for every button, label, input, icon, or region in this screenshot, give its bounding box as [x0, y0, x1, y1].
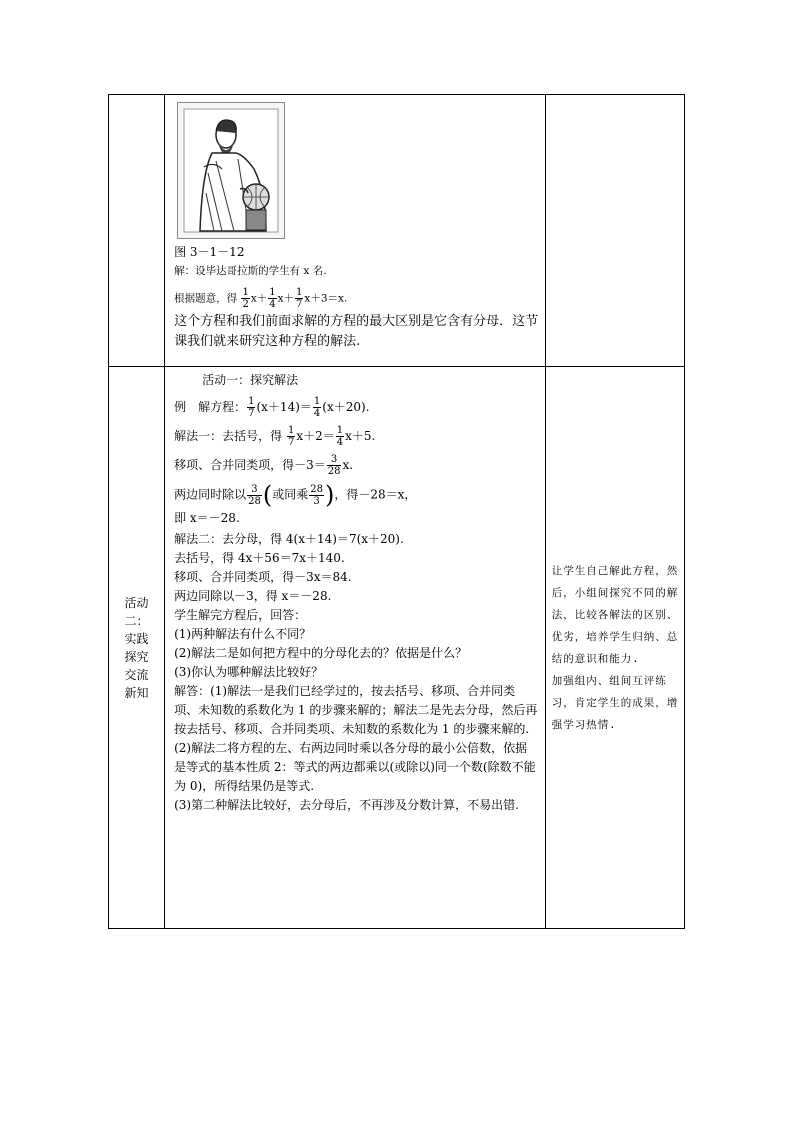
stage-line: 活动 — [124, 595, 149, 610]
question-line: (3)你认为哪种解法比较好？ — [174, 665, 324, 679]
stage-line: 新知 — [124, 685, 149, 700]
fraction-quarter: $\frac{1}{4}$ — [269, 287, 276, 310]
intro-equation: 根据题意，得 $\frac{1}{2}$ x＋ $\frac{1}{4}$ x＋ $\frac{1}{7}$ x＋3＝x. — [174, 287, 348, 310]
method2-line: 两边同除以－3，得 x＝－28. — [174, 589, 332, 603]
activity-content-cell — [165, 367, 546, 929]
teaching-note: 加强组内、组间互评练习，肯定学生的成果，增强学习热情. — [551, 674, 679, 731]
answer-paragraph: 解答：(1)解法一是我们已经学过的，按去括号、移项、合并同类项、未知数的系数化为 1 的步骤来解的；解法二是先去分母，然后再按去括号、移项、合并同类项、未知数的系数化为 1 的步骤来解的. — [174, 684, 538, 736]
activity-row — [109, 367, 685, 929]
stage-line: 实践 — [124, 631, 149, 646]
intro-row — [109, 95, 685, 367]
activity-title: 活动一：探究解法 — [202, 373, 299, 387]
method1-step3: 两边同时除以 $\frac{3}{28}$ (或同乘 $\frac{28}{3}$ )，得－28＝x， — [174, 481, 417, 509]
question-line: 学生解完方程后，回答： — [174, 608, 307, 622]
pythagoras-engraving-icon — [178, 103, 284, 238]
method2-line: 移项、合并同类项，得－3x＝84. — [174, 570, 352, 584]
method2-line: 去括号，得 4x＋56＝7x＋140. — [174, 551, 345, 565]
figure-label: 图 3－1－12 — [174, 245, 245, 259]
method2-line: 解法二：去分母，得 4(x＋14)＝7(x＋20). — [174, 532, 404, 546]
method1-step2: 移项、合并同类项，得－3＝ $\frac{3}{28}$ x. — [174, 454, 354, 477]
lesson-plan-table — [108, 94, 685, 929]
method1-result: 即 x＝－28. — [174, 511, 240, 525]
answer-paragraph: (3)第二种解法比较好，去分母后，不再涉及分数计算，不易出错. — [174, 798, 519, 812]
intro-stage-cell — [109, 95, 165, 367]
answer-paragraph: (2)解法二将方程的左、右两边同时乘以各分母的最小公倍数，依据是等式的基本性质 2：等式的两边都乘以(或除以)同一个数(除数不能为 0)，所得结果仍是等式. — [174, 741, 536, 793]
method1-step1: 解法一：去括号，得 $\frac{1}{7}$ x＋2＝ $\frac{1}{4}$ x＋5. — [174, 425, 376, 448]
fraction-seventh: $\frac{1}{7}$ — [296, 287, 303, 310]
fraction-half: $\frac{1}{2}$ — [242, 287, 249, 310]
activity-notes-cell — [545, 367, 684, 929]
activity-stage-cell — [109, 367, 165, 929]
teaching-note: 让学生自己解此方程，然后，小组间探究不同的解法，比较各解法的区别、优劣，培养学生归纳、总结的意识和能力. — [551, 564, 679, 665]
example-equation: 例 解方程： $\frac{1}{7}$ (x＋14)＝ $\frac{1}{4}$ (x＋20). — [174, 396, 370, 419]
intro-notes-cell — [545, 95, 684, 367]
equation-lead: 根据题意，得 — [174, 292, 238, 305]
stage-line: 二： — [124, 613, 149, 628]
intro-content-cell — [165, 95, 546, 367]
question-line: (1)两种解法有什么不同？ — [174, 627, 312, 641]
stage-line: 交流 — [124, 667, 149, 682]
intro-remark: 这个方程和我们前面求解的方程的最大区别是它含有分母．这节课我们就来研究这种方程的解法. — [174, 314, 539, 349]
solution-assumption: 解：设毕达哥拉斯的学生有 x 名. — [174, 265, 327, 277]
pythagoras-portrait-image — [177, 102, 285, 239]
question-line: (2)解法二是如何把方程中的分母化去的？依据是什么？ — [174, 646, 468, 660]
stage-line: 探究 — [124, 649, 149, 664]
